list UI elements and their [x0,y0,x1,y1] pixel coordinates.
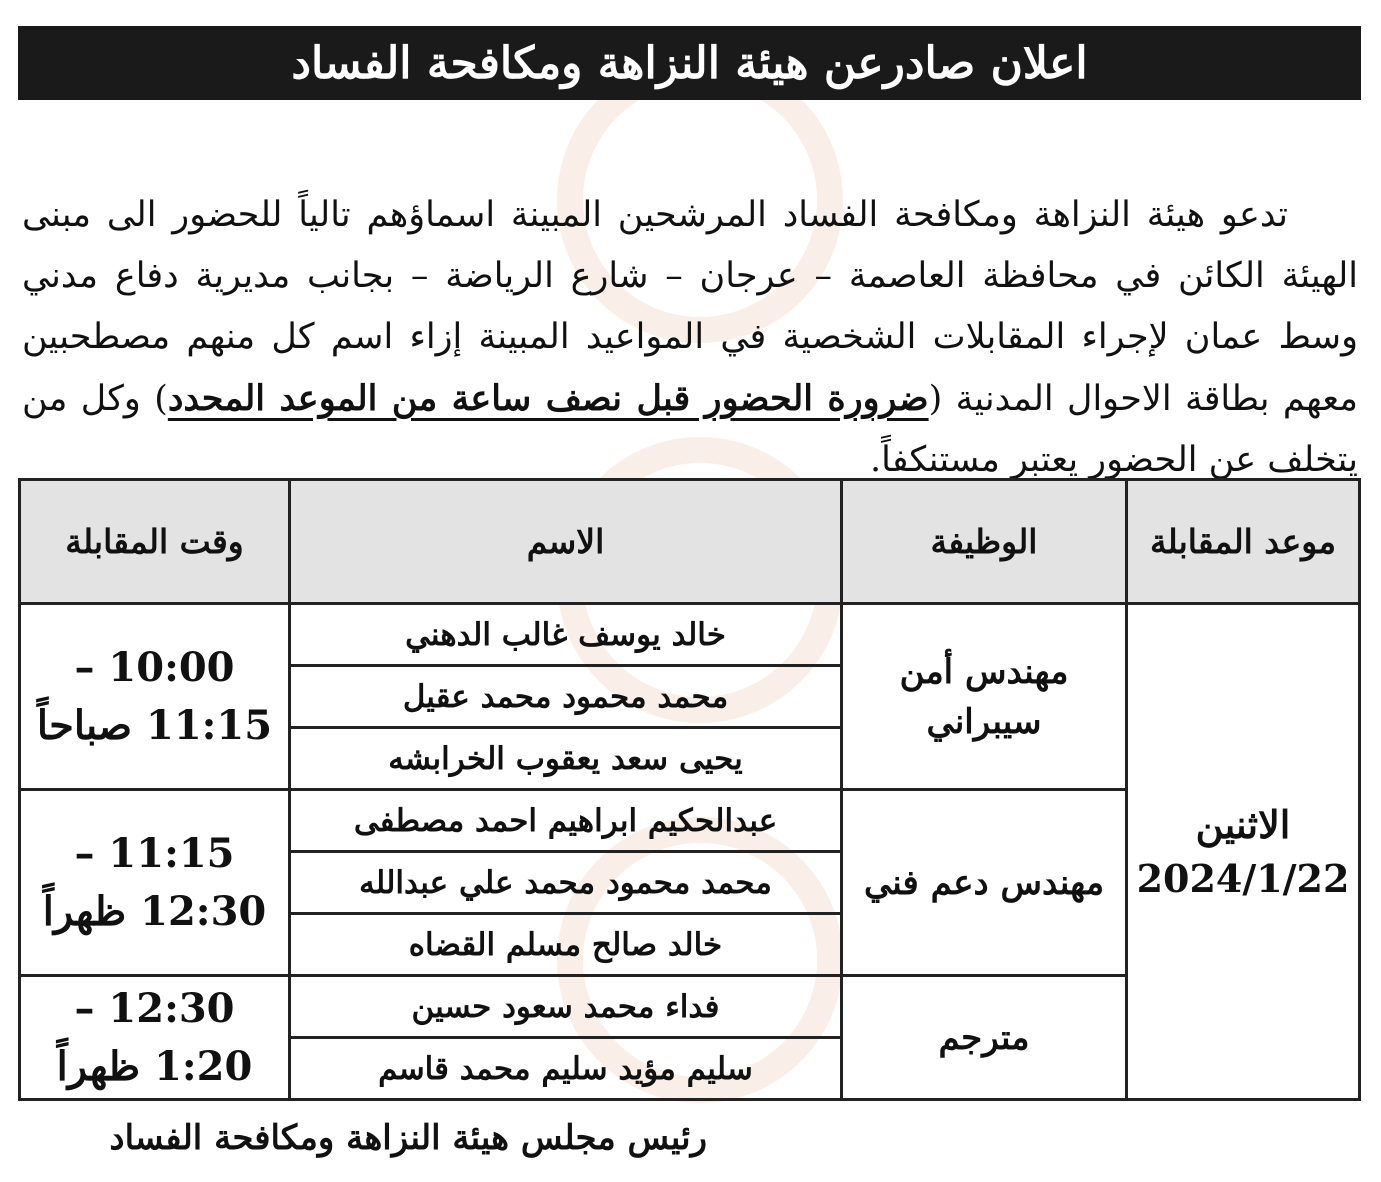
header-name: الاسم [290,480,842,604]
time-cell [20,976,290,1100]
header-date: موعد المقابلة [1127,480,1360,604]
time-start: 12:30 – [74,984,235,1032]
candidate-name: فداء محمد سعود حسين [290,976,842,1038]
table-header-row [20,480,1360,604]
intro-emphasis: ضرورة الحضور قبل نصف ساعة من الموعد المحدد [167,378,929,419]
time-end: 11:15 صباحاً [36,701,273,749]
job-cell: مترجم [842,976,1127,1100]
intro-closing: ) وكل من يتخلف عن الحضور يعتبر مستنكفاً. [22,379,1358,480]
interview-day: الاثنين [1195,801,1291,847]
candidate-name: خالد صالح مسلم القضاه [290,914,842,976]
time-end: 1:20 ظهراً [56,1042,253,1090]
time-cell [20,604,290,790]
footer-signature: رئيس مجلس هيئة النزاهة ومكافحة الفساد [109,1118,707,1158]
candidate-name: عبدالحكيم ابراهيم احمد مصطفى [290,790,842,852]
header-time: وقت المقابلة [20,480,290,604]
job-cell: مهندس دعم فني [842,790,1127,976]
time-cell [20,790,290,976]
time-end: 12:30 ظهراً [42,887,267,935]
candidate-name: خالد يوسف غالب الدهني [290,604,842,666]
intro-text: تدعو هيئة النزاهة ومكافحة الفساد المرشحين المبينة اسماؤهم تالياً للحضور الى مبنى الهيئة الكائن في محافظة العاصمة – عرجان – شارع الرياضة – بجانب مديرية دفاع مدني وسط عمان لإجراء المقابلات الشخصية في المواعيد المبينة إزاء اسم كل منهم مصطحبين معهم بطاقة الاحوال المدنية ( [22,195,1358,419]
time-start: 11:15 – [74,829,235,877]
candidate-name: سليم مؤيد سليم محمد قاسم [290,1038,842,1100]
table-row [20,604,1360,666]
interview-date-cell [1127,604,1360,1100]
interview-schedule-table [18,478,1361,1101]
candidate-name: محمد محمود محمد علي عبدالله [290,852,842,914]
interview-date: 2024/1/22 [1136,855,1350,901]
announcement-title-text: اعلان صادرعن هيئة النزاهة ومكافحة الفساد [291,37,1088,89]
job-cell: مهندس أمن سيبراني [842,604,1127,790]
intro-paragraph [22,185,1358,491]
announcement-title [18,26,1361,100]
candidate-name: محمد محمود محمد عقيل [290,666,842,728]
time-start: 10:00 – [74,643,235,691]
header-job: الوظيفة [842,480,1127,604]
candidate-name: يحيى سعد يعقوب الخرابشه [290,728,842,790]
